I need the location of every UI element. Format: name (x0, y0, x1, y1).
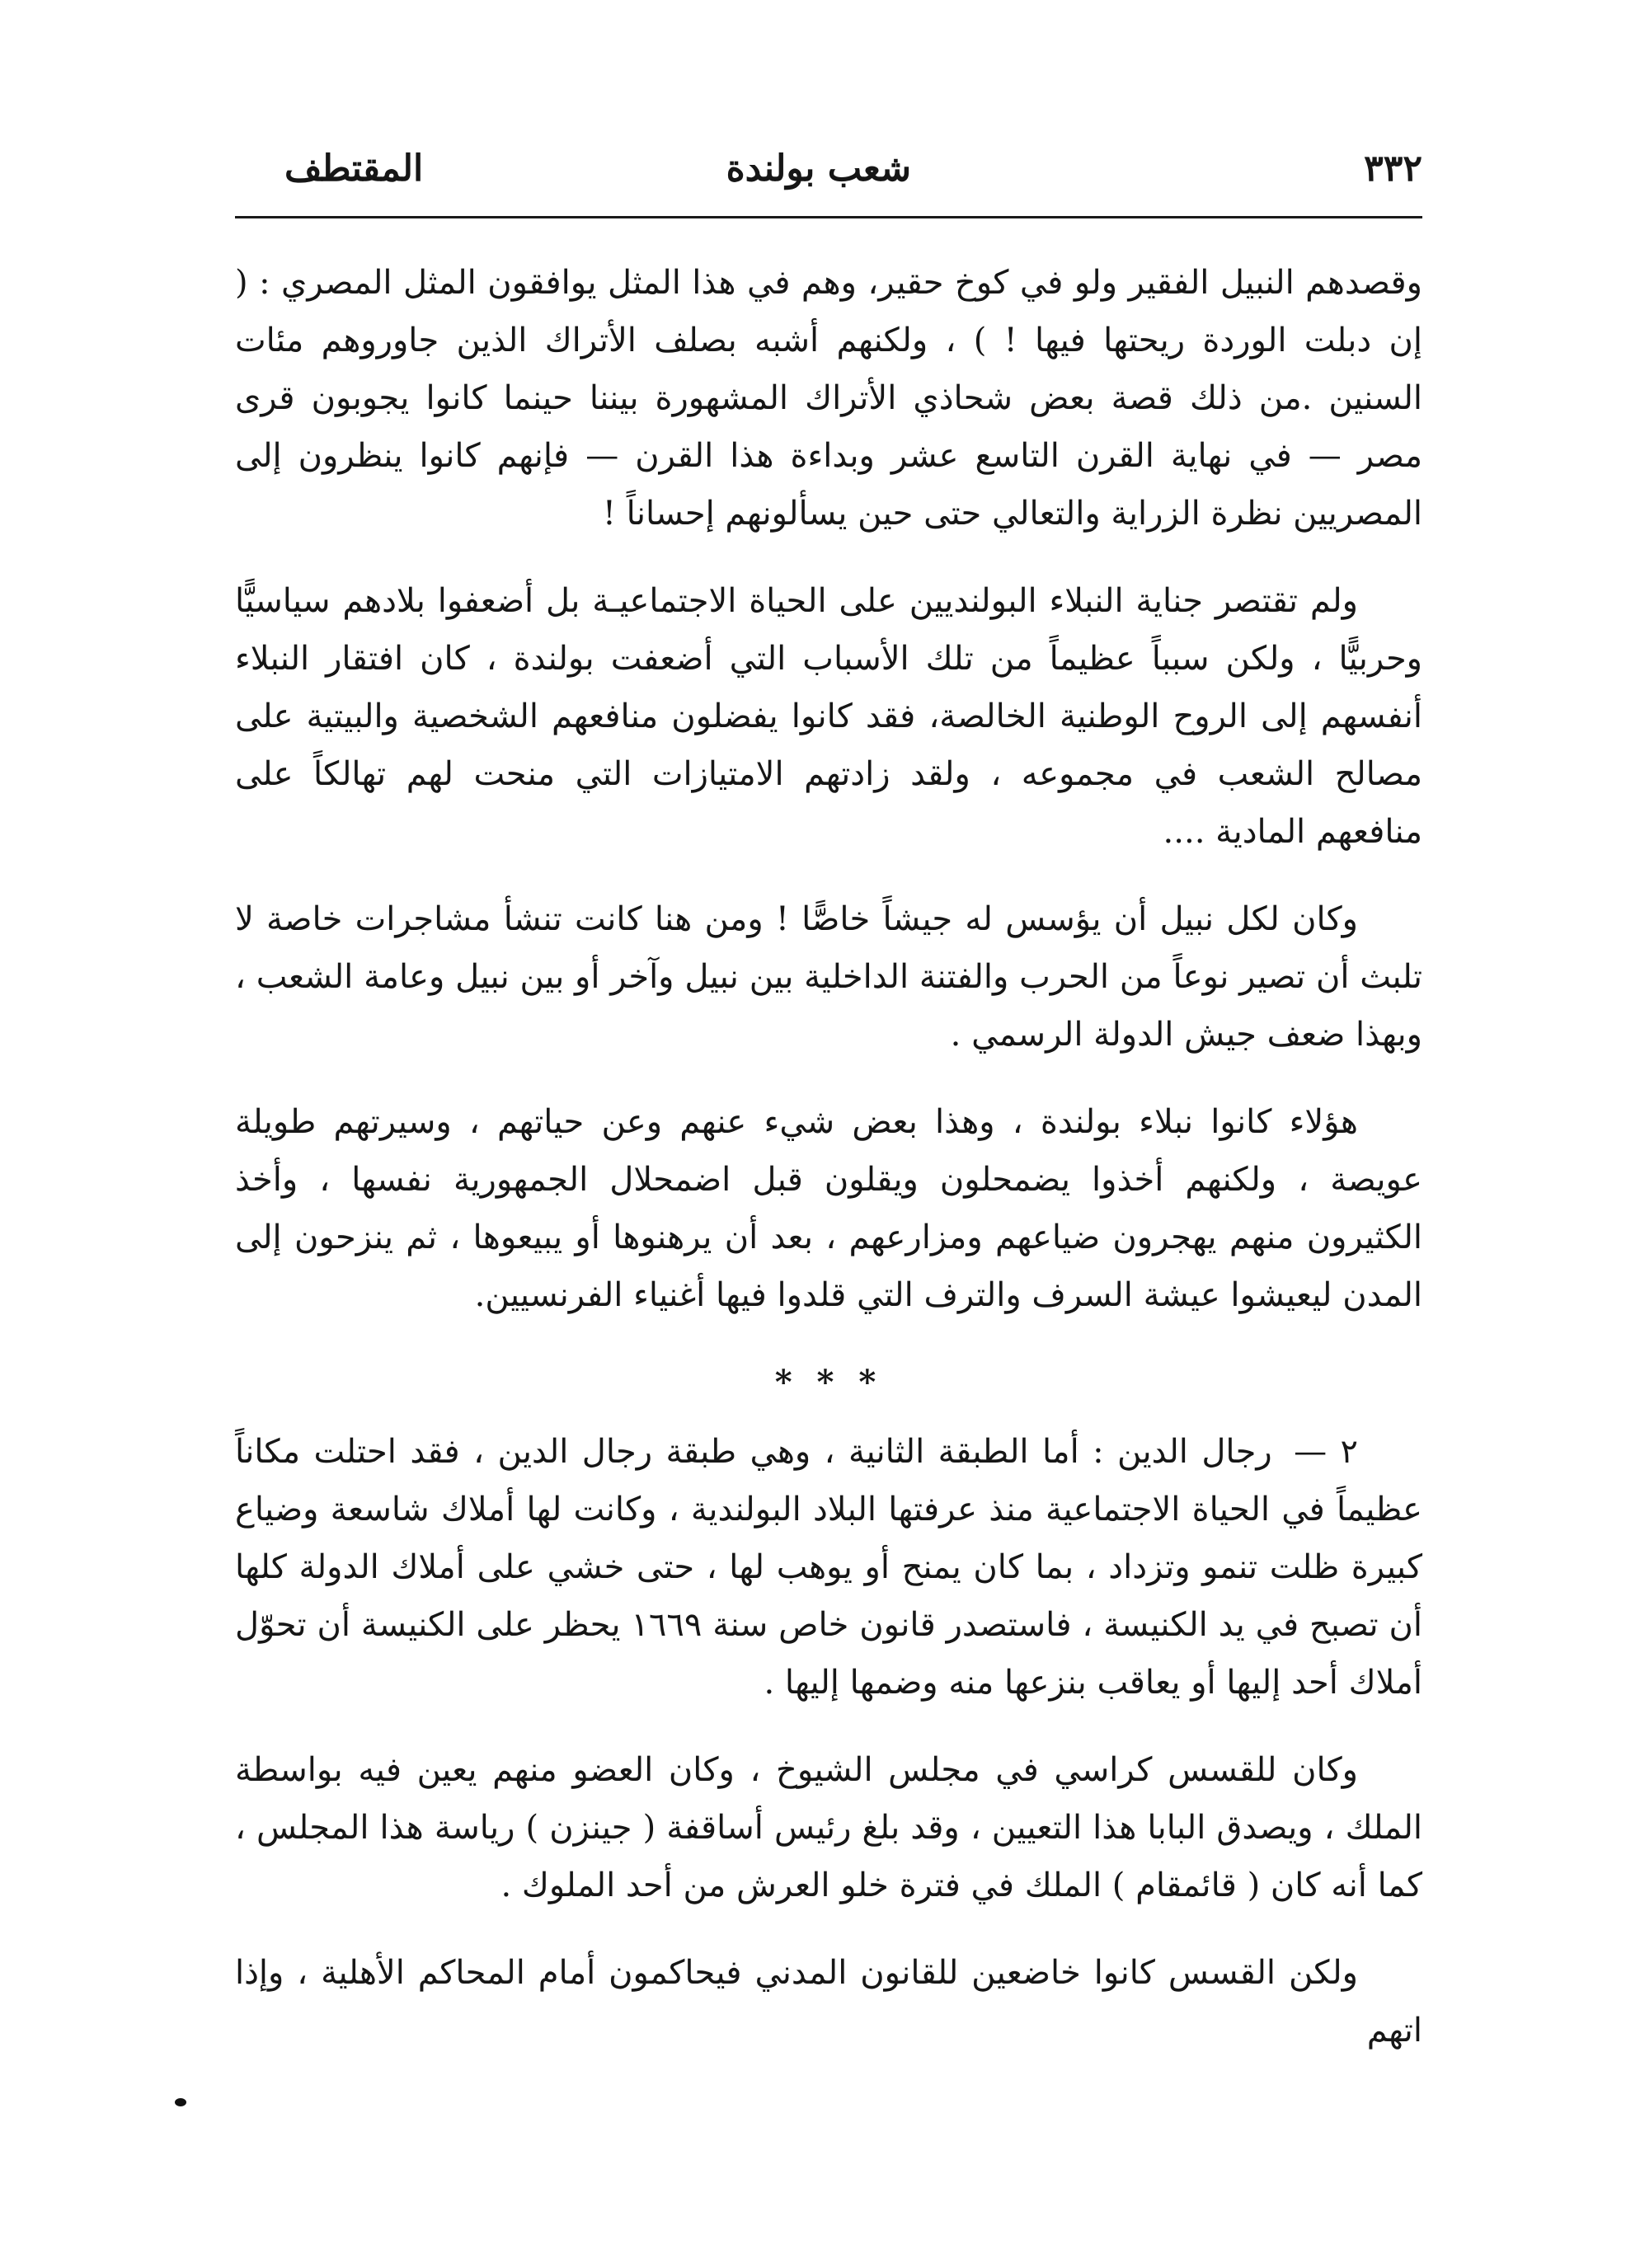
header-rule (235, 216, 1422, 218)
section-separator: * * * (774, 1363, 883, 1402)
page-number: ٣٣٢ (1364, 148, 1422, 190)
article-body (235, 254, 1422, 2089)
page-header (235, 136, 1422, 202)
section-2-paragraph-3: ولكن القسس كانوا خاضعين للقانون المدني فيحاكمون أمام المحاكم الأهلية ، وإذا اتهم (235, 1954, 1422, 2050)
journal-name: المقتطف (284, 148, 424, 190)
paragraph-3: وكان لكل نبيل أن يؤسس له جيشاً خاصًّا ! ومن هنا كانت تنشأ مشاجرات خاصة لا تلبث أن تصير نوعاً من الحرب والفتنة الداخلية بين نبيل وآخر أو بين نبيل وعامة الشعب ، وبهذا ضعف جيش الدولة الرسمي . (235, 900, 1422, 1054)
running-title: شعب بولندة (726, 148, 911, 190)
section-number: ٢ — (1294, 1433, 1358, 1471)
section-2-paragraph-1-text: رجال الدين : أما الطبقة الثانية ، وهي طبقة رجال الدين ، فقد احتلت مكاناً عظيماً في الحياة الاجتماعية منذ عرفتها البلاد البولندية ، وكانت لها أملاك شاسعة وضياع كبيرة ظلت تنمو وتزداد ، بما كان يمنح أو يوهب لها ، حتى خشي على أملاك الدولة كلها أن تصبح في يد الكنيسة ، فاستصدر قانون خاص سنة ١٦٦٩ يحظر على الكنيسة أن تحوّل أملاك أحد إليها أو يعاقب بنزعها منه وضمها إليها . (235, 1433, 1423, 1702)
paragraph-1: وقصدهم النبيل الفقير ولو في كوخ حقير، وهم في هذا المثل يوافقون المثل المصري : ( إن دبلت الوردة ريحتها فيها ! ) ، ولكنهم أشبه بصلف الأتراك الذين جاوروهم مئات السنين .من ذلك قصة بعض شحاذي الأتراك المشهورة بيننا حينما كانوا يجوبون قرى مصر — في نهاية القرن التاسع عشر وبداءة هذا القرن — فإنهم كانوا ينظرون إلى المصريين نظرة الزراية والتعالي حتى حين يسألونهم إحساناً ! (235, 264, 1422, 533)
paragraph-4: هؤلاء كانوا نبلاء بولندة ، وهذا بعض شيء عنهم وعن حياتهم ، وسيرتهم طويلة عويصة ، ولكنهم أخذوا يضمحلون ويقلون قبل اضمحلال الجمهورية نفسها ، وأخذ الكثيرون منهم يهجرون ضياعهم ومزارعهم ، بعد أن يرهنوها أو يبيعوها ، ثم ينزحون إلى المدن ليعيشوا عيشة السرف والترف التي قلدوا فيها أغنياء الفرنسيين. (235, 1103, 1422, 1314)
section-2-paragraph-2: وكان للقسس كراسي في مجلس الشيوخ ، وكان العضو منهم يعين فيه بواسطة الملك ، ويصدق البابا هذا التعيين ، وقد بلغ رئيس أساقفة ( جينزن ) رياسة هذا المجلس ، كما أنه كان ( قائمقام ) الملك في فترة خلو العرش من أحد الملوك . (235, 1751, 1422, 1904)
ink-mark (175, 2098, 186, 2106)
paragraph-2: ولم تقتصر جناية النبلاء البولنديين على الحياة الاجتماعيـة بل أضعفوا بلادهم سياسيًّا وحربيًّا ، ولكن سبباً عظيماً من تلك الأسباب التي أضعفت بولندة ، كان افتقار النبلاء أنفسهم إلى الروح الوطنية الخالصة، فقد كانوا يفضلون منافعهم الشخصية والبيتية على مصالح الشعب في مجموعه ، ولقد زادتهم الامتيازات التي منحت لهم تهالكاً على منافعهم المادية .... (235, 582, 1423, 851)
section-2-paragraph-1 (235, 1423, 1422, 1712)
